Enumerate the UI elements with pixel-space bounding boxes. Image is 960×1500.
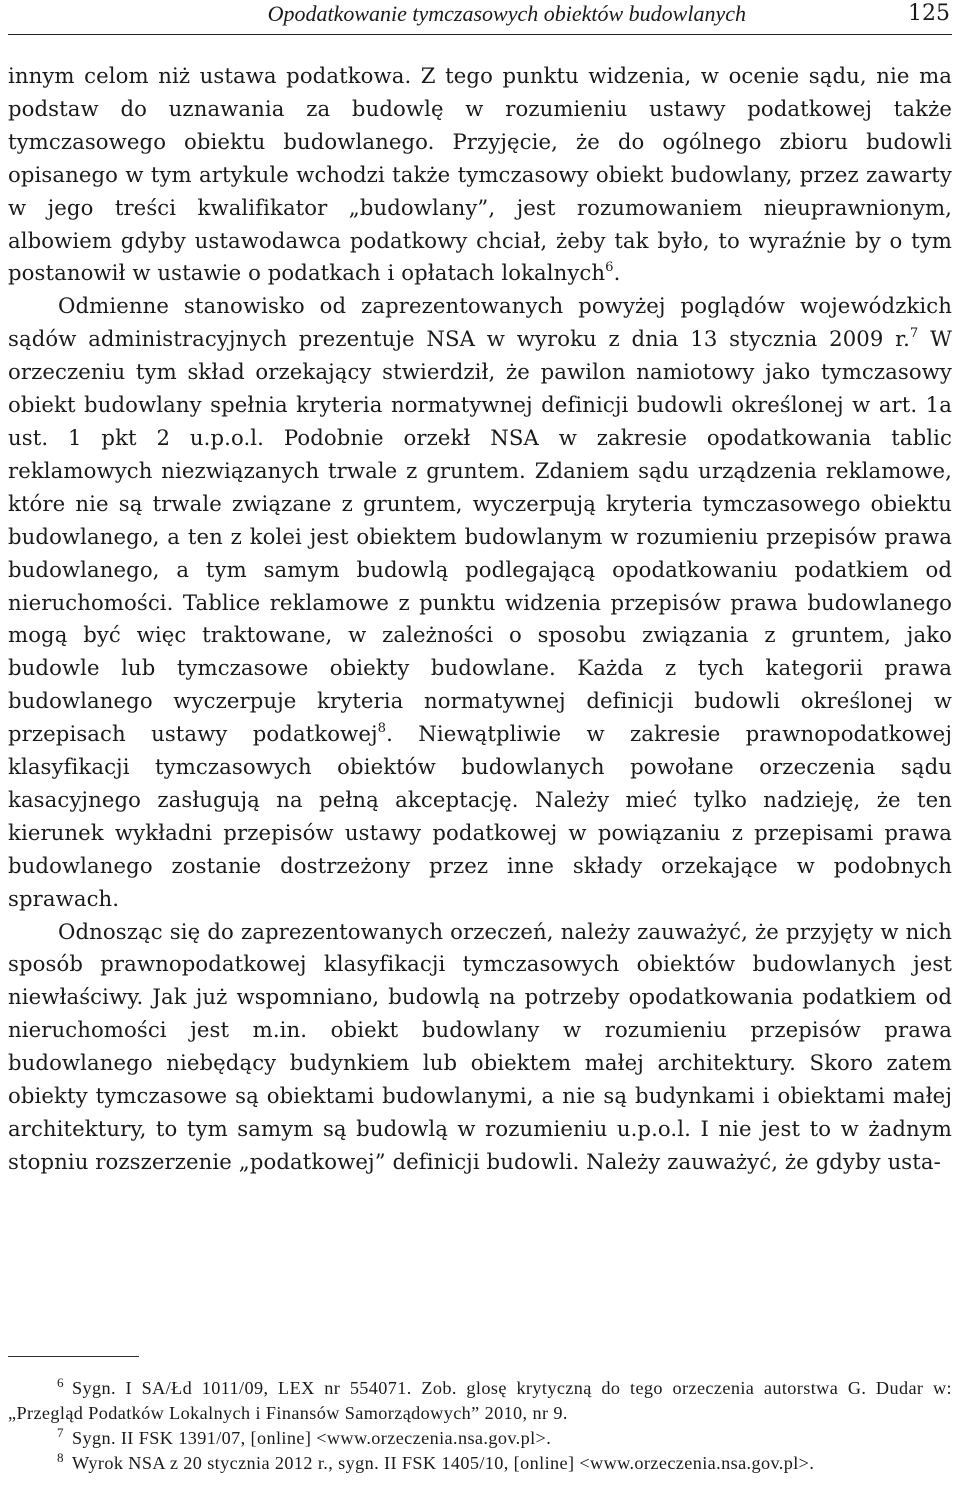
footnote-mark: 8	[57, 1449, 64, 1465]
footnote-mark: 7	[57, 1424, 64, 1440]
footnote-7	[8, 1426, 952, 1451]
paragraph-1-text: innym celom niż ustawa podatkowa. Z tego punktu widzenia, w ocenie sądu, nie ma podstaw do uznawania za budowlę w rozumieniu ustawy podatkowej także tymczasowego obiektu budowlanego. Przyjęcie, że do ogólnego zbioru budowli opisanego w tym artykule wchodzi także tymczasowy obiekt budowlany, przez zawarty w jego treści kwalifikator „budowlany”, jest rozumowaniem nieuprawnionym, albowiem gdyby ustawodawca podatkowy chciał, żeby tak było, to wyraźnie by o tym postanowił w ustawie o podatkach i opłatach lokalnych	[8, 63, 952, 286]
running-header	[8, 0, 952, 35]
paragraph-2-text-a: Odmienne stanowisko od zaprezentowanych powyżej poglądów wojewódzkich sądów administracyjnych prezentuje NSA w wyroku z dnia 13 stycznia 2009 r.	[8, 293, 952, 352]
footnote-ref-6: 6	[605, 260, 614, 276]
paragraph-3	[8, 916, 952, 1179]
body-text	[8, 60, 952, 1179]
footnote-ref-8: 8	[377, 720, 387, 736]
paragraph-2-text-c: . Niewątpliwie w zakresie prawnopodatkowej klasyfikacji tymczasowych obiektów budowlanych powołane orzeczenia sądu kasacyjnego zasługują na pełną akceptację. Należy mieć tylko nadzieję, że ten kierunek wykładni przepisów ustawy podatkowej w powiązaniu z przepisami prawa budowlanego zostanie dostrzeżony przez inne składy orzekające w podobnych sprawach.	[8, 721, 952, 911]
footnotes	[8, 1376, 952, 1476]
paragraph-1-end: .	[613, 260, 621, 286]
footnote-text: Sygn. I SA/Łd 1011/09, LEX nr 554071. Zob. glosę krytyczną do tego orzeczenia autorstwa G. Dudar w: „Przegląd Podatków Lokalnych i Finansów Samorządowych” 2010, nr 9.	[8, 1378, 952, 1423]
paragraph-2-text-b: W orzeczeniu tym skład orzekający stwierdził, że pawilon namiotowy jako tymczasowy obiekt budowlany spełnia kryteria normatywnej definicji budowli określonej w art. 1a ust. 1 pkt 2 u.p.o.l. Podobnie orzekł NSA w zakresie opodatkowania tablic reklamowych niezwiązanych trwale z gruntem. Zdaniem sądu urządzenia reklamowe, które nie są trwale związane z gruntem, wyczerpują kryteria tymczasowego obiektu budowlanego, a ten z kolei jest obiektem budowlanym w rozumieniu przepisów prawa budowlanego, a tym samym budowlą podlegającą opodatkowaniu podatkiem od nieruchomości. Tablice reklamowe z punktu widzenia przepisów prawa budowlanego mogą być więc traktowane, w zależności o sposobu związania z gruntem, jako budowle lub tymczasowe obiekty budowlane. Każda z tych kategorii prawa budowlanego wyczerpuje kryteria normatywnej definicji budowli określonej w przepisach ustawy podatkowej	[8, 326, 952, 747]
footnote-mark: 6	[57, 1374, 64, 1390]
footnote-separator	[8, 1356, 139, 1357]
footnote-8	[8, 1451, 952, 1476]
paragraph-2	[8, 290, 952, 915]
footnote-6	[8, 1376, 952, 1426]
running-title: Opodatkowanie tymczasowych obiektów budowlanych	[267, 1, 746, 26]
footnote-text: Sygn. II FSK 1391/07, [online] <www.orzeczenia.nsa.gov.pl>.	[71, 1428, 552, 1448]
footnote-text: Wyrok NSA z 20 stycznia 2012 r., sygn. II FSK 1405/10, [online] <www.orzeczenia.nsa.gov.pl>.	[71, 1453, 815, 1473]
page-number: 125	[908, 1, 950, 26]
paragraph-3-text: Odnosząc się do zaprezentowanych orzeczeń, należy zauważyć, że przyjęty w nich sposób prawnopodatkowej klasyfikacji tymczasowych obiektów budowlanych jest niewłaściwy. Jak już wspomniano, budowlą na potrzeby opodatkowania podatkiem od nieruchomości jest m.in. obiekt budowlany w rozumieniu przepisów prawa budowlanego niebędący budynkiem lub obiektem małej architektury. Skoro zatem obiekty tymczasowe są obiektami budowlanymi, a nie są budynkami i obiektami małej architektury, to tym samym są budowlą w rozumieniu u.p.o.l. I nie jest to w żadnym stopniu rozszerzenie „podatkowej” definicji budowli. Należy zauważyć, że gdyby usta-	[8, 918, 952, 1174]
paragraph-1	[8, 60, 952, 290]
footnote-ref-7: 7	[909, 325, 919, 341]
